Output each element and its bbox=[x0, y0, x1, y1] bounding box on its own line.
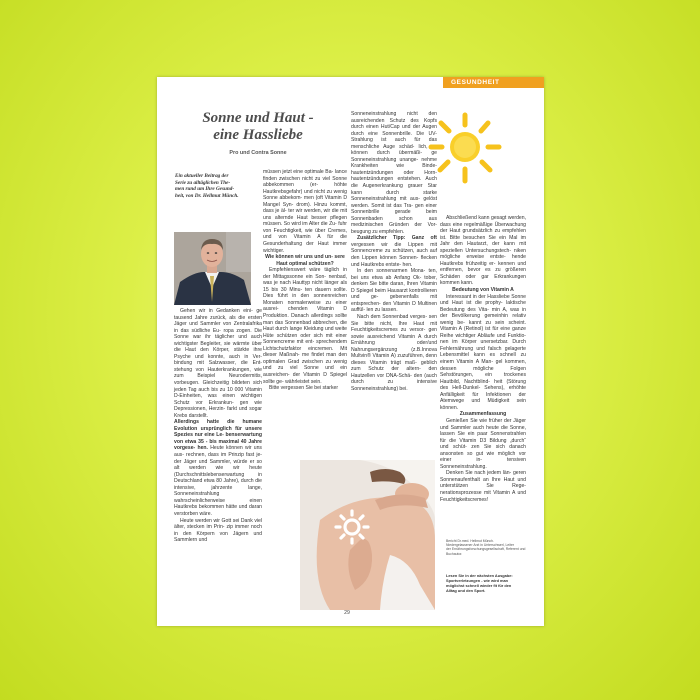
paragraph: Heute werden wir Gott sei Dank viel älter, stecken im Prin- zip immer noch in den Körpern von Jägern und Sammlern und bbox=[174, 517, 263, 544]
article-subtitle: Pro und Contra Sonne bbox=[229, 150, 287, 156]
paragraph: Sonneneinstrahlung nicht den ausreichenden Schutz des Kopfs durch einen Hut/Cap und der Augen durch eine Sonnenbrille. Die UV-Strahlung ist auch für das menschliche Auge schäd- lich, so können durch übermäßi- ge Sonneneinstrahlung unange- nehme Krankheiten wie Binde- hautentzündungen oder Horn- hautentzündungen entstehen. Auch die Augenerkrankung grauer Star kann durch starke Sonneneinstrahlung mit aus- gelöst werden. Somit ist das Tra- gen einer Sonnenbrille gerade beim Sonnenbaden schon aus medizinischen Gründen der Vor- beugung zu empfehlen. bbox=[351, 111, 438, 235]
paragraph: Gehen wir in Gedanken eini- ge tausend Jahre zurück, als die ersten Jäger und Sammler von Zentralafrika in das südliche Eu- ropa zogen. Die Sonne war ihr täglicher und auch wichtigster Begleiter, sie wärmte über die Haut den Körper, stärkte ihre Psyche und konnte, auch in Ver- bindung mit Salzwasser, die Ent- stehung von Hauterkrankungen, wie zum Beispiel Neurodermitis, vorbeugen. Gleichzeitig bildeten sich jeden Tag auch bis zu 10 000 Vitamin D-Einheiten, was einen wichtigen Schutz vor Erkrankun- gen wie Depressionen, Herzin- farkt und sogar Krebs darstellt. bbox=[174, 308, 262, 419]
paragraph: Interessant in der Hassliebe Sonne und Haut ist die prophy- laktische Bedeutung des Vita- min A, was in der Bevölkerung gemeinhin relativ wenig be- kannt zu sein scheint. Vitamin A (Retinol) ist für eine ganze Reihe wichtiger Abläufe und Funktio- nen im Körper unersetzbar. Durch Fehlernährung und falsch gelagerte Lebensmittel kann es schnell zu einem Vitamin A Man- gel kommen, dessen mögliche Folgen Sehstörungen, ein trockenes Hautbild, Nachtblind- heit (Störung des Hell-Dunkel- Sehens), erhöhte Anfälligkeit für Infektionen der Atemwege und Müdigkeit sein können. bbox=[440, 293, 527, 411]
paragraph: Genießen Sie wie früher der Jäger und Sammler auch heute die Sonne, lassen Sie ein paar Sonnenstrahlen für die Vitamin D3 Bildung „durch“ und schüt- zen Sie sich danach ansonsten so gut wie möglich vor einer in- tensiven Sonneneinstrahlung. bbox=[440, 417, 527, 470]
section-heading: Wie können wir uns und un- sere Haut optimal schützen? bbox=[265, 254, 345, 267]
paragraph: Empfehlenswert wäre täglich in der Mittagssonne ein Son- nenbad, was je nach Hauttyp nicht länger als 15 bis 30 Minu- ten dauern sollte. Dies führt in den sonnenreichen Monaten normalerweise zu einer ausrei- chenden Vitamin D Produktion. Danach allerdings sollte man das Sonnenbad abbrechen, die Haut durch lange Kleidung und weite Hüte schützen oder sich mit einer Sonnencreme mit ent- sprechendem Lichtschutzfaktor eincremen. Mit dieser Maßnah- me findet man den optimalen Grad zwischen zu wenig und zu viel Sonne und ein ausreichen- der Vitamin D Spiegel sollte ge- währleistet sein. bbox=[263, 267, 348, 385]
sunscreen-drawing bbox=[300, 460, 435, 610]
bold-paragraph: Allerdings hatte die humane Evolution ursprünglich für unsere Spezies nur eine Le- benserwartung von etwa 35 - bis maximal 40 Jahre vorgese- hen. Heute können wir uns aus- rechnen, dass im Prinzip fast je- der Jäger und Sammler, würde er so alt werden wie wir heute (Durchschnittslebenserwartung in Deutschland etwa 80 Jahre), durch die intensive, jahrzente lange, Sonneneinstrahlung wahrscheinlicherweise einen Hautkrebs bekommen hätte und daran verstorben wäre. bbox=[174, 419, 263, 517]
intro-text: Ein aktueller Beitrag der Serie zu alltäglichen The- men rund um Ihre Gesund- heit, von Dr. Hellmut Münch. bbox=[175, 173, 239, 199]
next-issue-note: Lesen Sie in der nächsten Ausgabe: Sportverletzungen - wie wird man möglichst schnell wieder fit für den Alltag und den Sport. bbox=[446, 573, 513, 593]
paragraph: Nach dem Sonnenbad verges- sen Sie bitte nicht, Ihre Haut mit Feuchtigkeitscremes zu versor- gen sowie ausreichend Vitamin A durch Ernährung oder/und Nahrungsergänzung (z.B.Innova Multvin® Vitamin A) zuzuführen, denn dieses Vitamin trägt maß- geblich zum Schutz der altern- den Hautzellen vor DNA-Schä- den (auch durch zu intensive Sonneneinstrahlung) bei. bbox=[351, 313, 437, 392]
sun-drawing bbox=[425, 111, 505, 187]
paragraph: In den sonnenarmen Mona- ten, bei uns etwa ab Anfang Ok- tober, denken Sie bitte daran, Ihren Vitamin D Spiegel beim Hausarzt kontrollieren und ge- gebenenfalls mit entsprechen- den Vitamin D Multinen auffül- len zu lassen. bbox=[351, 268, 438, 314]
paragraph: müssen jetzt eine optimale Ba- lance finden zwischen nicht zu viel Sonne abbekommen (er- höhte Hautkrebsgefahr) und nicht zu wenig Sonne abbekom- men (oft Vitamin D Mangel Syn- drom). Hinzu kommt, dass je äl- ter wir werden, wir die mit uns alternde Haut besser pflegen müssen. So wird im Alter die Zu- fuhr von Feuchtigkeit, wie über Cremes, und von Vitamin A für die Gesunderhaltung der Haut immer wichtiger. bbox=[263, 169, 348, 254]
tip-paragraph: Zusätzlicher Tipp: Ganz oft vergessen wir die Lippen mit Sonnencreme zu schützen, auch auf den Lippen können Sonnen- flecken und Hautkrebs entste- hen. bbox=[351, 235, 437, 268]
title-line: eine Hassliebe bbox=[213, 127, 303, 143]
section-tag: GESUNDHEIT bbox=[443, 77, 544, 88]
section-heading: Zusammenfassung bbox=[459, 411, 507, 418]
magazine-page bbox=[157, 77, 544, 626]
text-column-4 bbox=[440, 215, 526, 503]
sun-icon bbox=[425, 111, 505, 187]
paragraph: Denken Sie nach jedem län- geren Sonnenaufenthalt an Ihre Haut und unterstützen Sie Rege- nerationsprozesse mit Vitamin A und Feuchtigkeitscremes! bbox=[440, 470, 526, 503]
author-photo bbox=[174, 232, 251, 305]
paragraph: Bitte vergessen Sie bei starker bbox=[269, 385, 339, 392]
text-column-1 bbox=[174, 308, 262, 544]
text-column-2 bbox=[263, 169, 347, 392]
author-caption: Bericht Dr.med. Hellmut Münch. Niedergelassener Arzt in Unterschwerl, Leiter der Ernährungsforschungsgesellschaft, Referent und Buchautor. bbox=[446, 539, 526, 556]
paragraph: Abschließend kann gesagt werden, dass eine regelmäßige Überwachung der Haut grundsätzlich zu empfehlen ist. Bitte besuchen Sie ein Mal im Jahr den Hautarzt, der kann mit speziellen Untersuchungstech- niken mögliche erweise entste- hende Hautkrebs frühzeitig er- kennen und entfernen, bevor es zu größeren Schäden oder gar Erkrankungen kommen kann. bbox=[440, 215, 527, 287]
portrait-graphic bbox=[174, 232, 251, 305]
article-title bbox=[177, 110, 339, 144]
sunscreen-photo bbox=[300, 460, 435, 610]
title-line: Sonne und Haut - bbox=[202, 110, 314, 126]
section-heading: Bedeutung von Vitamin A bbox=[452, 287, 514, 294]
page-number: 29 bbox=[344, 610, 350, 616]
